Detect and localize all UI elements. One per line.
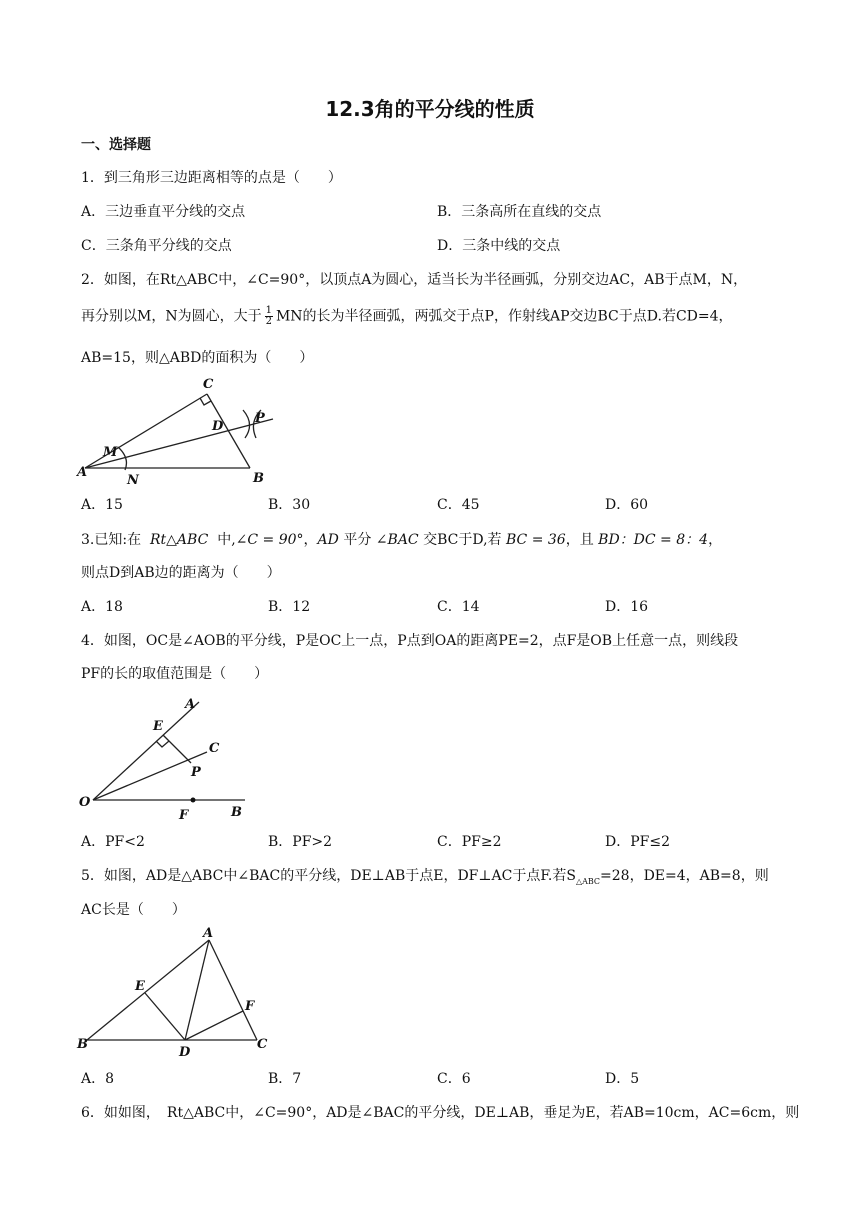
question-3-line-2: 则点D到AB边的距离为（ ） (81, 565, 281, 581)
q2-option-a[interactable]: A．15 (81, 497, 123, 513)
question-4-line-1: 4．如图，OC是∠AOB的平分线，P是OC上一点，P点到OA的距离PE=2，点F是OB上任意一点，则线段 (81, 633, 739, 649)
label-a: A (185, 697, 196, 712)
label-e: E (135, 979, 145, 994)
question-2-line-2 (81, 306, 733, 327)
q1-option-c[interactable]: C．三条角平分线的交点 (81, 238, 232, 254)
question-4-line-2: PF的长的取值范围是（ ） (81, 666, 269, 682)
q2-line2-part-a: 再分别以M，N为圆心，大于 (81, 308, 262, 325)
q3-text-1: 3.已知:在 (81, 532, 142, 548)
q3-math-angle-bac: ∠BAC (375, 532, 419, 548)
q4-option-c[interactable]: C．PF≥2 (437, 834, 502, 850)
label-o: O (79, 795, 91, 810)
segment-df (185, 1011, 243, 1040)
q4-angle-figure (75, 690, 255, 824)
q4-option-b[interactable]: B．PF>2 (268, 834, 333, 850)
fraction-numerator: 1 (265, 305, 272, 316)
label-e: E (153, 719, 163, 734)
label-d: D (212, 419, 224, 434)
q3-math-ad: AD (317, 532, 339, 548)
segment-ad (185, 940, 209, 1040)
q2-option-d[interactable]: D．60 (605, 497, 649, 513)
q1-option-d[interactable]: D．三条中线的交点 (437, 238, 561, 254)
question-2-line-3: AB=15，则△ABD的面积为（ ） (81, 350, 314, 366)
label-a: A (77, 465, 88, 480)
q5-option-b[interactable]: B．7 (268, 1071, 302, 1087)
question-2-line-1: 2．如图，在Rt△ABC中，∠C=90°，以顶点A为圆心，适当长为半径画弧，分别交边AC，AB于点M，N， (81, 272, 748, 288)
q3-text-7: ， (708, 532, 723, 548)
label-d: D (179, 1045, 191, 1060)
q4-option-a[interactable]: A．PF<2 (81, 834, 145, 850)
question-6-line-1: 6．如如图， Rt△ABC中，∠C=90°，AD是∠BAC的平分线，DE⊥AB，垂足为E，若AB=10cm，AC=6cm，则 (81, 1105, 800, 1121)
label-b: B (77, 1037, 88, 1052)
q3-option-b[interactable]: B．12 (268, 599, 311, 615)
q3-text-6: ，且 (565, 532, 594, 548)
q3-math-bc: BC = 36 (505, 532, 566, 548)
q5-text-a: 5．如图，AD是△ABC中∠BAC的平分线，DE⊥AB于点E，DF⊥AC于点F.若S (81, 868, 576, 884)
q3-text-5: 交BC于D,若 (423, 532, 502, 548)
arc-p-1 (243, 410, 250, 438)
q3-option-d[interactable]: D．16 (605, 599, 649, 615)
q1-option-a[interactable]: A．三边垂直平分线的交点 (81, 204, 246, 220)
q5-triangle-figure (75, 924, 275, 1060)
label-b: B (253, 471, 264, 486)
question-5-line-2: AC长是（ ） (81, 902, 186, 918)
label-f: F (245, 999, 255, 1014)
q3-option-a[interactable]: A．18 (81, 599, 123, 615)
q5-option-a[interactable]: A．8 (81, 1071, 115, 1087)
label-n: N (127, 473, 139, 488)
q3-text-4: 平分 (343, 532, 372, 548)
ray-oa (93, 702, 199, 800)
ray-ap (85, 419, 273, 468)
q5-area-subscript: △ABC (575, 876, 601, 886)
label-p: P (255, 411, 265, 426)
right-angle-mark-e (156, 741, 169, 747)
segment-de (145, 993, 185, 1040)
q2-option-c[interactable]: C．45 (437, 497, 480, 513)
question-5-line-1 (81, 866, 769, 892)
q2-option-b[interactable]: B．30 (268, 497, 311, 513)
q2-line2-part-b: MN的长为半径画弧，两弧交于点P，作射线AP交边BC于点D.若CD=4， (275, 308, 733, 325)
segment-ba (87, 940, 209, 1040)
label-c: C (209, 741, 220, 756)
ray-oc (93, 752, 207, 800)
question-1-text: 1．到三角形三边距离相等的点是（ ） (81, 170, 342, 186)
question-3-line-1 (81, 530, 722, 550)
label-c: C (257, 1037, 268, 1052)
segment-pe (163, 735, 191, 763)
label-a: A (203, 926, 214, 941)
q5-option-d[interactable]: D．5 (605, 1071, 640, 1087)
label-m: M (103, 445, 118, 460)
label-f: F (179, 808, 189, 823)
fraction-denominator: 2 (265, 316, 272, 327)
q1-option-b[interactable]: B．三条高所在直线的交点 (437, 204, 602, 220)
q5-text-b: =28，DE=4，AB=8，则 (600, 868, 769, 884)
label-b: B (231, 805, 242, 820)
q3-math-ratio: BD：DC = 8：4 (598, 532, 709, 548)
page-title: 12.3角的平分线的性质 (325, 97, 535, 121)
label-c: C (203, 377, 214, 392)
section-heading: 一、选择题 (81, 137, 151, 153)
q3-math-triangle: Rt△ABC (149, 532, 209, 548)
q5-option-c[interactable]: C．6 (437, 1071, 471, 1087)
q3-option-c[interactable]: C．14 (437, 599, 480, 615)
label-p: P (191, 765, 201, 780)
q4-option-d[interactable]: D．PF≤2 (605, 834, 670, 850)
q2-triangle-figure (75, 372, 285, 490)
point-f (191, 798, 196, 803)
fraction-one-half (265, 306, 273, 327)
q3-math-angle-c: ∠C = 90° (235, 532, 304, 548)
q3-text-2: 中, (217, 532, 236, 548)
q3-text-3: ， (303, 532, 318, 548)
